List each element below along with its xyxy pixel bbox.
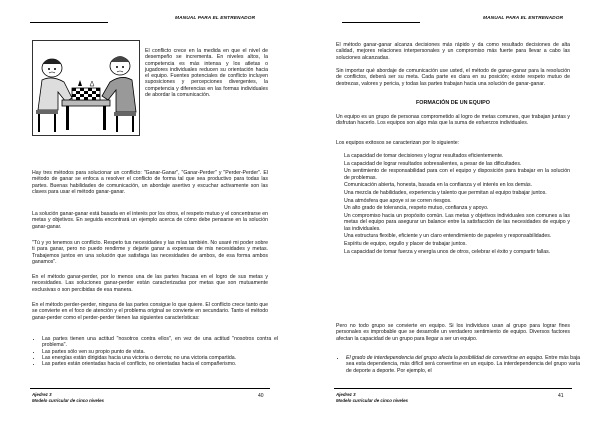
- paragraph: En el método ganar-perder, por lo menos una de las partes fracasa en el logro de sus metas y necesidades. Las soluciones ganar-perder están caracterizadas por metas que son mutuamente exclusivas o son percibidas de esa manera.: [32, 274, 268, 293]
- paragraph: Un equipo es un grupo de personas comprometido al logro de metas comunes, que trabajan juntas y disfrutan hacerlo. Los equipos son algo más que la suma de esfuerzos individuales.: [336, 114, 570, 127]
- section-heading: FORMACIÓN DE UN EQUIPO: [416, 100, 490, 106]
- list-item-text: Entre más baja sea esta dependencia, más difícil será convertirse en un equipo. La interdependencia del grupo varía de deporte a deporte. Por ejemplo, el: [346, 355, 580, 374]
- list-item: Un alto grado de tolerancia, respeto mutuo, confianza y apoyo.: [344, 205, 489, 212]
- paragraph: La solución ganar-ganar está basada en el interés por los otros, el respeto mutuo y el concentrarse en metas y objetivos. En seguida encontrará un ejemplo acerca de cómo debe pensarse en la solución ganar-ganar.: [32, 211, 268, 230]
- list-item: Comunicación abierta, honesta, basada en la confianza y el interés en los demás.: [344, 182, 533, 189]
- paragraph: Pero no todo grupo se convierte en equipo. Si los individuos usan al grupo para lograr fines personales es improbable que se desarrolle un verdadero sentimiento de equipo. Diversos factores afectan la capacidad de un grupo para llegar a ser un equipo.: [336, 323, 570, 342]
- list-item: Un sentimiento de responsabilidad para con el equipo y disposición para trabajar en la solución de problemas.: [344, 168, 570, 181]
- header-rule: [30, 22, 108, 23]
- table: [62, 100, 110, 106]
- header-title: MANUAL PARA EL ENTRENADOR: [483, 16, 564, 21]
- paragraph: En el método perder-perder, ninguna de las partes consigue lo que quiere. El conflicto crece tanto que se convierte en el foco de atención y el problema original se convierte en secundario. Tanto el método ganar-perder como el perder-perder tienen las siguientes características:: [32, 302, 268, 321]
- characteristics-list: [32, 336, 278, 367]
- paragraph: Los equipos exitosos se caracterizan por lo siguiente:: [336, 140, 460, 146]
- list-item: • Las partes tienen una actitud "nosotros contra ellos", en vez de una actitud "nosotros contra el problema".: [42, 336, 278, 349]
- paragraph: "Tú y yo tenemos un conflicto. Respeto tus necesidades y las mías también. No usaré mi poder sobre ti para ganar, pero no puedo rendirme y dejarte ganar a expensas de mis necesidades y metas. Trabajemos juntos en una solución que satisfaga las necesidades de ambos, de esa forma ambos ganamos".: [32, 240, 268, 265]
- footer-rule: [334, 388, 572, 389]
- footer-line2: Modelo curricular de cinco niveles: [336, 398, 408, 403]
- footer-line1: Ajedrez 3: [32, 392, 52, 397]
- factors-list: [336, 355, 580, 374]
- intro-paragraph: El conflicto crece en la medida en que el nivel de desempeño se incrementa. En niveles altos, la competencia es más intensa y los atletas o jugadores individuales reducen su orientación hacia el equipo. Fuentes potenciales de conflicto incluyen suposiciones y percepciones divergentes, la competencia y diferencias en las formas individuales de abordar la comunicación.: [145, 48, 268, 99]
- chair: [114, 112, 136, 116]
- list-item: • Las partes sólo ven su propio punto de vista.: [42, 349, 278, 355]
- paragraph: El método ganar-ganar alcanza decisiones más rápido y da como resultado decisiones de alta calidad, mejores relaciones interpersonales y un compromiso más fuerte para llevar a cabo las soluciones alcanzadas.: [336, 42, 570, 61]
- footer-line2: Modelo curricular de cinco niveles: [32, 398, 104, 403]
- list-item: Una mezcla de habilidades, experiencia y talento que permitan al equipo trabajar juntos.: [344, 190, 547, 197]
- team-characteristics-list: [336, 153, 570, 256]
- header-rule: [342, 22, 420, 23]
- page-number: 40: [258, 393, 264, 399]
- list-item: La capacidad de lograr resultados sobresalientes, a pesar de las dificultades.: [344, 160, 522, 167]
- list-item: Un compromiso hacia un propósito común. Las metas y objetivos individuales son comunes a las metas del equipo para asegurar un balance entre la satisfacción de las necesidades de equipo y las individuales.: [344, 213, 570, 232]
- list-item: Una atmósfera que apoye si se corren riesgos.: [344, 197, 452, 204]
- list-item: • Las partes están orientadas hacia el conflicto, no orientadas hacia el compañerismo.: [42, 361, 278, 367]
- emphasis-text: El grado de interdependencia del grupo afecta la posibilidad de convertirse en equipo.: [346, 355, 544, 361]
- list-item: La capacidad de tomar decisiones y lograr resultados eficientemente.: [344, 153, 504, 159]
- footer-rule: [30, 388, 270, 389]
- list-item: [346, 355, 580, 374]
- page-number: 41: [558, 393, 564, 399]
- header-title: MANUAL PARA EL ENTRENADOR: [175, 16, 256, 21]
- list-item: • Las energías están dirigidas hacia una victoria o derrota; no una victoria compartida.: [42, 355, 278, 361]
- chair: [36, 110, 58, 114]
- list-item: La capacidad de tomar fuerza y energía unos de otros, celebrar el éxito y compartir fallas.: [344, 248, 551, 255]
- right-page: [300, 0, 600, 424]
- footer-line1: Ajedrez 3: [336, 392, 356, 397]
- list-item: Espíritu de equipo, orgullo y placer de trabajar juntos.: [344, 241, 467, 248]
- chess-players-illustration: [32, 40, 140, 136]
- paragraph: Hay tres métodos para solucionar un conflicto: "Ganar-Ganar", "Ganar-Perder" y "Perder-Perder". El método de ganar se enfoca a resolver el conflicto de forma tal que sea productivo para todas las partes. Buenas habilidades de comunicación, un abordaje asertivo y escuchar activamente son las claves para usar el método ganar-ganar.: [32, 170, 268, 195]
- paragraph: Sin importar qué abordaje de comunicación use usted, el método de ganar-ganar para la resolución de conflictos, deberá ser su meta. Cada parte es clara en su posición; existe respeto mutuo de destrezas, valores y pericia, y todas las partes trabajan hacia una solución de ganar-ganar.: [336, 68, 570, 87]
- list-item: Una estructura flexible, eficiente y un claro entendimiento de papeles y responsabilidades.: [344, 233, 552, 240]
